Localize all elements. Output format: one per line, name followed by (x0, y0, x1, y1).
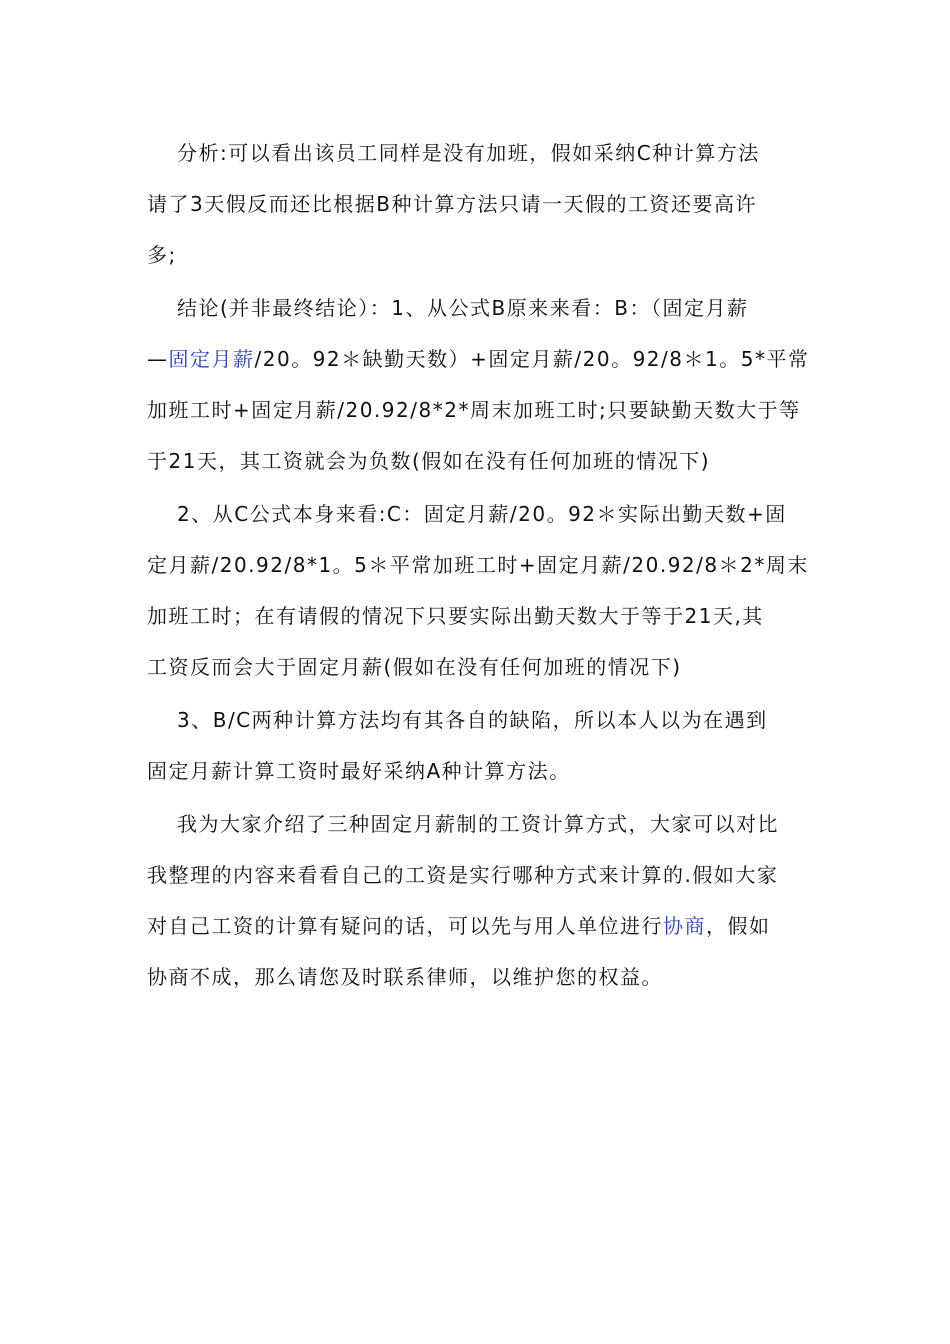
text-line: 请了3天假反而还比根据B种计算方法只请一天假的工资还要高许 (147, 192, 757, 216)
document-body (147, 128, 810, 1003)
text-segment: ，假如 (706, 914, 771, 938)
text-segment: 对自己工资的计算有疑问的话，可以先与用人单位进行 (147, 914, 663, 938)
text-line: 加班工时；在有请假的情况下只要实际出勤天数大于等于21天,其 (147, 604, 764, 628)
text-line: 分析:可以看出该员工同样是没有加班，假如采纳C种计算方法 (177, 141, 760, 165)
paragraph-formula-c (147, 489, 807, 693)
text-line: 2、从C公式本身来看:C：固定月薪/20。92＊实际出勤天数+固 (177, 502, 787, 526)
negotiation-link[interactable]: 协商 (663, 914, 706, 938)
text-line: 定月薪/20.92/8*1。5＊平常加班工时+固定月薪/20.92/8＊2*周末 (147, 553, 809, 577)
text-line: 加班工时+固定月薪/20.92/8*2*周末加班工时;只要缺勤天数大于等 (147, 398, 801, 422)
paragraph-conclusion (147, 283, 810, 487)
paragraph-analysis (147, 128, 807, 281)
text-line: 结论(并非最终结论）：1、从公式B原来来看：B：（固定月薪 (177, 296, 749, 320)
paragraph-recommendation (147, 695, 807, 797)
text-segment: /20。92＊缺勤天数）+固定月薪/20。92/8＊1。5*平常 (254, 347, 810, 371)
text-segment: — (147, 347, 169, 371)
text-line: 3、B/C两种计算方法均有其各自的缺陷，所以本人以为在遇到 (177, 708, 768, 732)
text-line: 协商不成，那么请您及时联系律师，以维护您的权益。 (147, 965, 663, 989)
text-line: 我整理的内容来看看自己的工资是实行哪种方式来计算的.假如大家 (147, 863, 779, 887)
text-line: 多; (147, 243, 177, 267)
text-line: 于21天，其工资就会为负数(假如在没有任何加班的情况下) (147, 449, 711, 473)
fixed-salary-link[interactable]: 固定月薪 (168, 347, 255, 371)
text-line-with-link (147, 901, 807, 952)
text-line: 固定月薪计算工资时最好采纳A种计算方法。 (147, 759, 571, 783)
text-line: 工资反而会大于固定月薪(假如在没有任何加班的情况下) (147, 655, 682, 679)
text-line: 我为大家介绍了三种固定月薪制的工资计算方式，大家可以对比 (177, 812, 779, 836)
text-line-with-link (147, 334, 810, 385)
paragraph-summary (147, 799, 807, 1003)
